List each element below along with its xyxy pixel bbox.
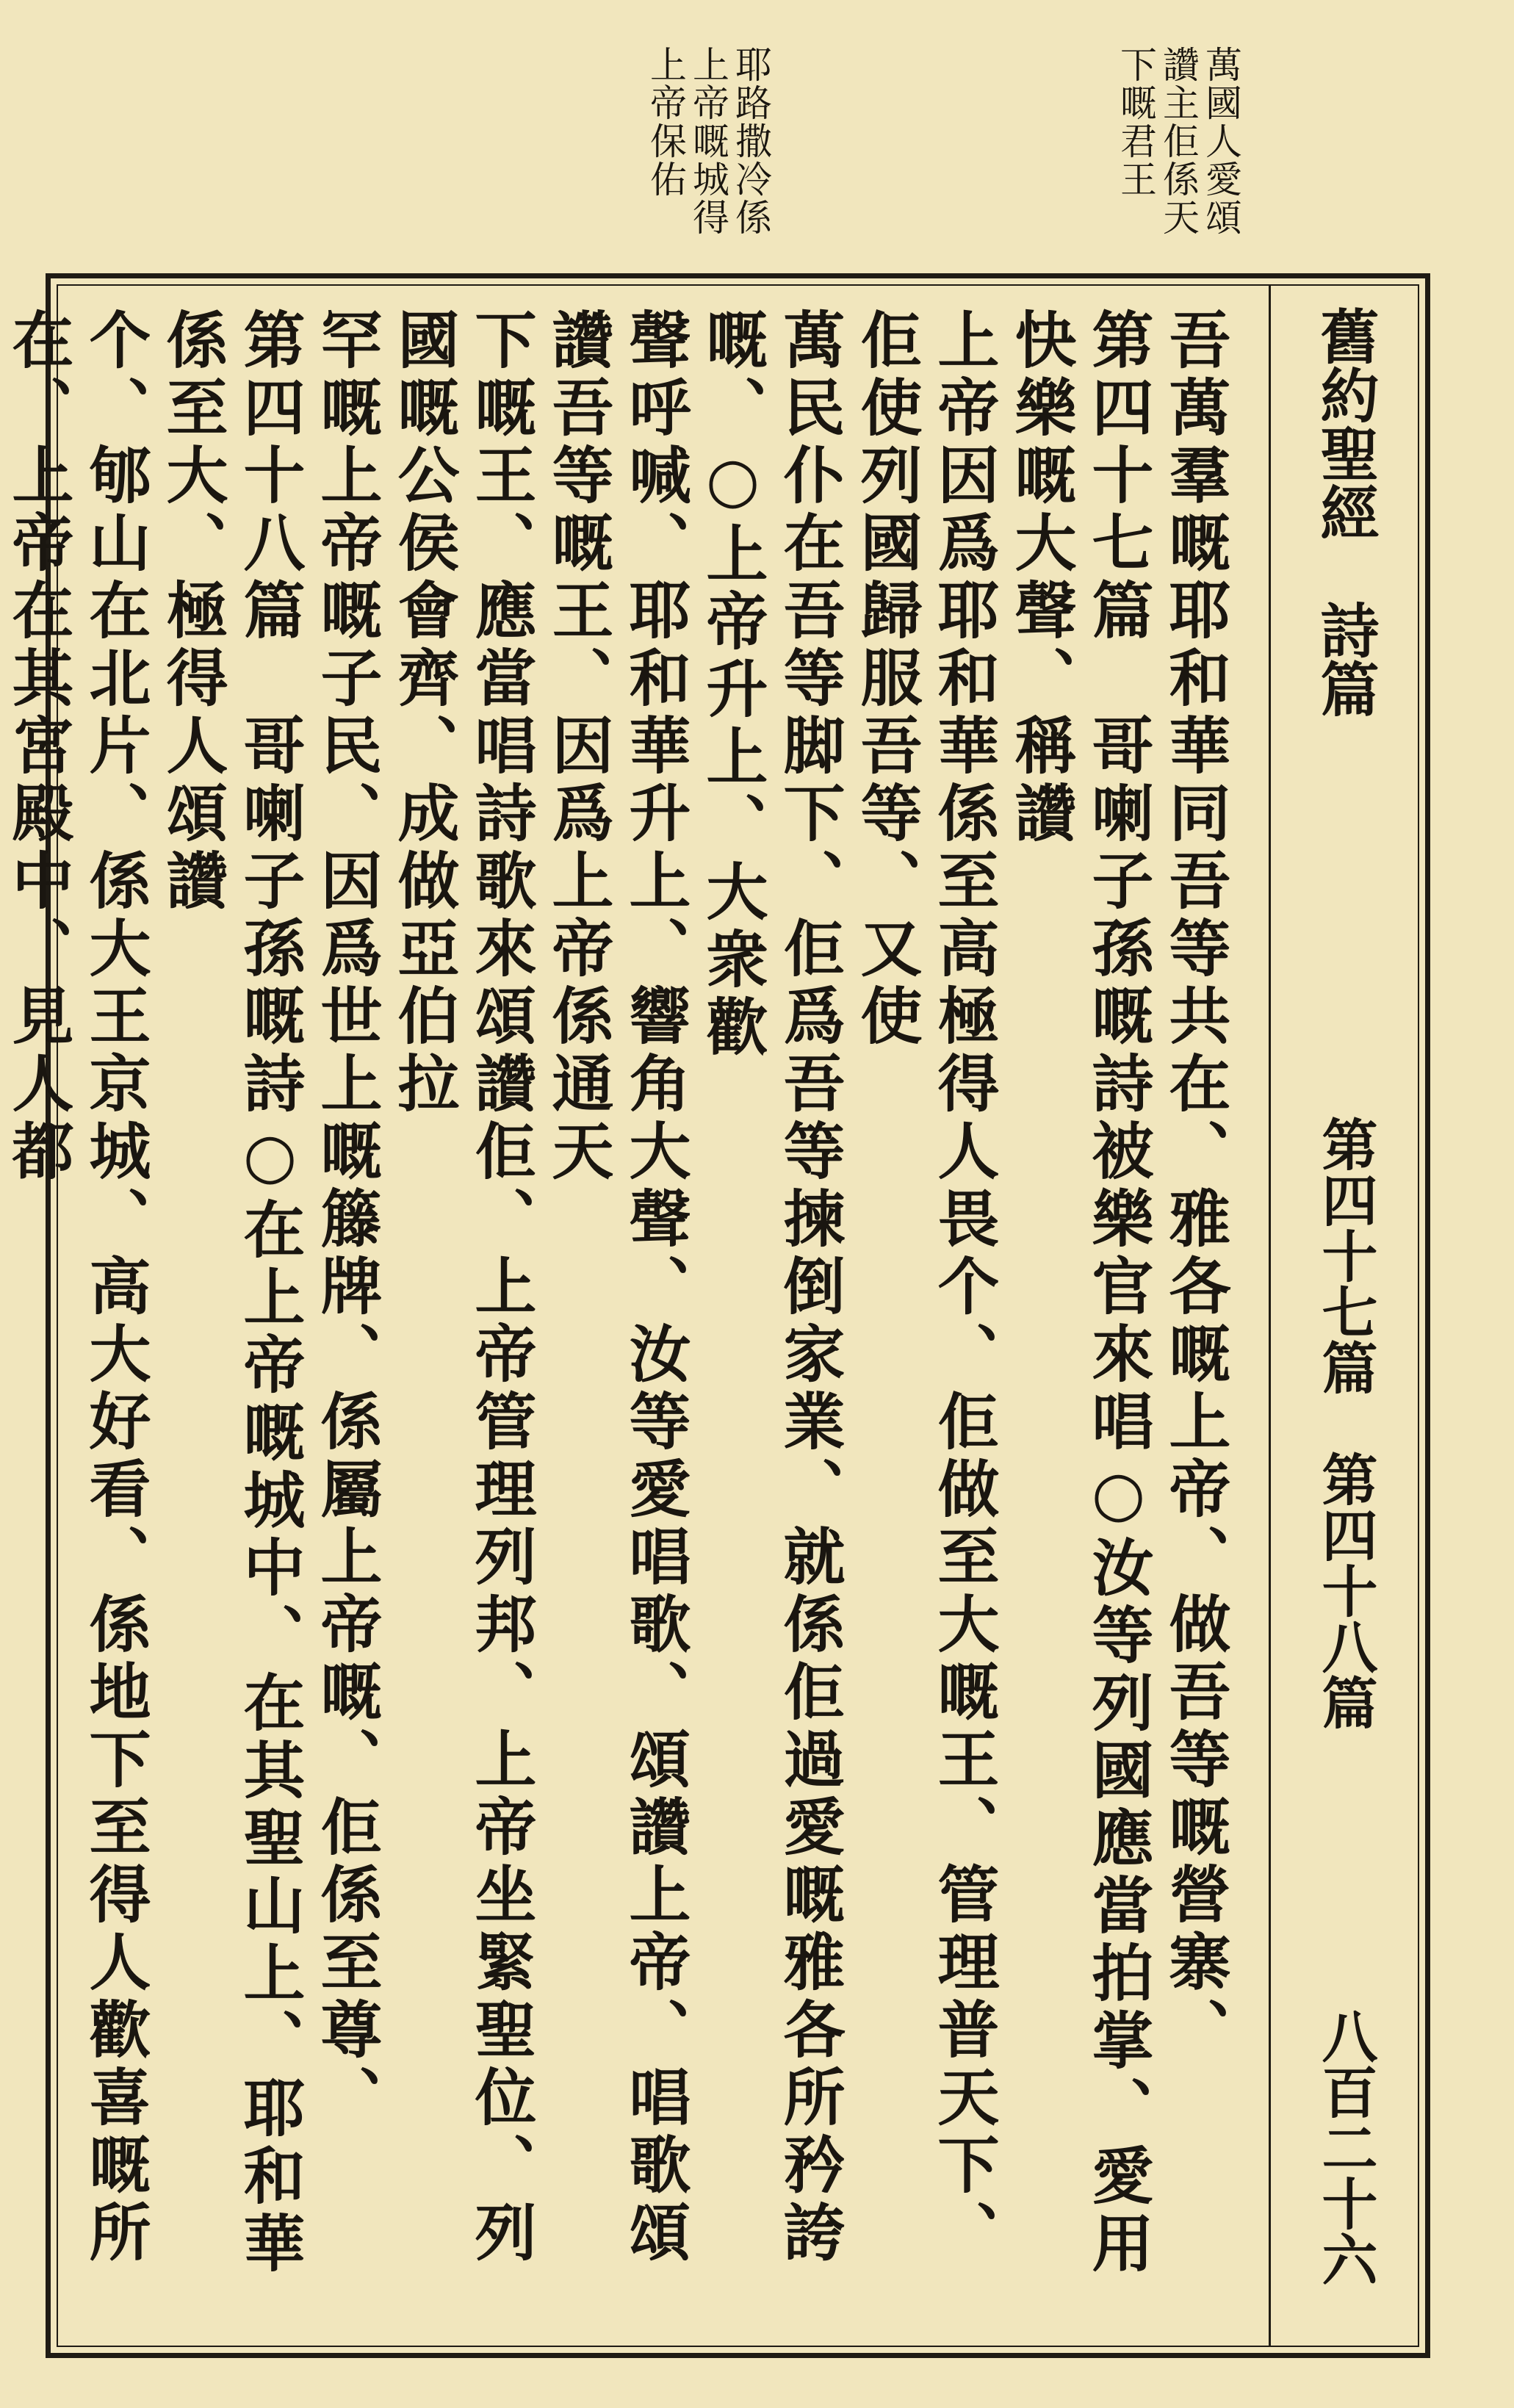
title-strip [1269,286,1418,2346]
text-column: 聲呼喊、耶和華升上、響角大聲、汝等愛唱歌、頌讚上帝、唱歌頌讚吾等嘅王、因爲上帝係通天 [542,308,692,2268]
text-column: 下嘅王、應當唱詩歌來頌讚佢、上帝管理列邦、上帝坐緊聖位、列國嘅公侯會齊、成做亞伯拉 [388,308,538,2268]
running-header-left: 耶路撒冷係 上帝嘅城得 上帝保佑 [644,46,772,237]
text-column: 上帝因爲耶和華係至高極得人畏个、佢做至大嘅王、管理普天下、佢使列國歸服吾等、又使 [851,308,1001,2268]
text-column: 第四十八篇 哥喇子孫嘅詩○在上帝嘅城中、在其聖山上、耶和華係至大、極得人頌讚 [156,308,306,2279]
page-number: 八百二十六 [1313,2008,1378,2287]
page-frame-inner [2,284,1419,2347]
section-title: 第四十七篇 第四十八篇 [1313,1116,1378,1730]
text-column: 第四十七篇 哥喇子孫嘅詩被樂官來唱○汝等列國應當拍掌、愛用快樂嘅大聲、稱讚 [1005,308,1155,2279]
text-column: 吾萬羣嘅耶和華同吾等共在、雅各嘅上帝、做吾等嘅營寨、 [1159,308,1232,2065]
text-column: 个、郇山在北片、係大王京城、高大好看、係地下至得人歡喜嘅所在、上帝在其宮殿中、見人都 [2,308,152,2268]
page-frame [2,273,1430,2358]
running-header-right: 萬國人愛頌 讚主佢係天 下嘅君王 [1114,46,1242,237]
book-title: 舊約聖經 詩篇 [1311,306,1380,718]
scripture-body [2,308,1234,2324]
text-column: 萬民仆在吾等脚下、佢爲吾等揀倒家業、就係佢過愛嘅雅各所矜誇嘅、○上帝升上、大衆歡 [696,308,846,2268]
text-column: 罕嘅上帝嘅子民、因爲世上嘅籐牌、係屬上帝嘅、佢係至尊、 [311,308,383,2133]
